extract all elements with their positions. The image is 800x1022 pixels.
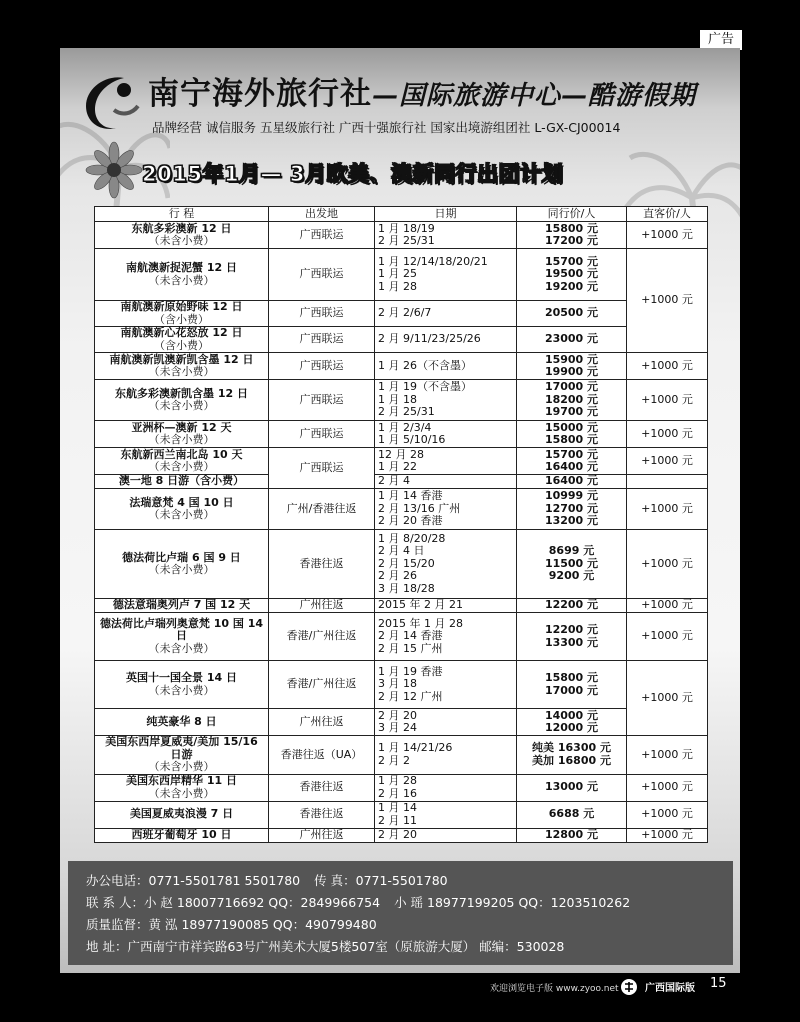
date-line: 2 月 11 xyxy=(378,813,417,827)
price-line: 20500 元 xyxy=(544,306,599,320)
price-line: 10999 元 xyxy=(544,489,599,503)
table-body xyxy=(95,222,708,843)
price-line: 19500 元 xyxy=(544,267,599,281)
route-name: 美国东西岸夏威夷/美加 15/16 日游 xyxy=(105,735,258,761)
departure-cell: 香港往返 xyxy=(269,774,375,801)
dates-cell xyxy=(375,774,517,801)
route-note: （未含小费） xyxy=(148,273,215,287)
departure-cell: 香港/广州往返 xyxy=(269,613,375,661)
dates-cell xyxy=(375,530,517,599)
route-cell xyxy=(95,301,269,327)
table-row xyxy=(95,661,708,709)
date-line: 1 月 5/10/16 xyxy=(378,433,446,446)
date-line: 1 月 2/3/4 xyxy=(378,420,432,434)
direct-price-cell: +1000 元 xyxy=(627,599,708,613)
dates-cell xyxy=(375,421,517,448)
price-line: 9200 元 xyxy=(548,569,595,583)
route-cell xyxy=(95,249,269,301)
price-line: 15800 元 xyxy=(544,221,599,235)
table-row xyxy=(95,421,708,448)
route-name: 南航澳新心花怒放 12 日 xyxy=(120,326,243,339)
departure-cell: 广西联运 xyxy=(269,222,375,249)
dates-cell xyxy=(375,613,517,661)
dates-cell xyxy=(375,380,517,421)
dates-cell xyxy=(375,709,517,736)
price-line: 19700 元 xyxy=(544,405,599,419)
date-line: 2 月 25/31 xyxy=(378,234,435,247)
price-line: 15000 元 xyxy=(544,420,599,434)
route-note: （未含小费） xyxy=(148,460,215,473)
date-line: 2 月 20 香港 xyxy=(378,514,443,528)
header-departure: 出发地 xyxy=(269,207,375,222)
poster xyxy=(60,48,740,973)
date-line: 2015 年 2 月 21 xyxy=(378,598,463,612)
route-name: 南航澳新原始野味 12 日 xyxy=(120,300,243,313)
route-note: （未含小费） xyxy=(148,234,215,247)
route-name: 东航多彩澳新 12 日 xyxy=(131,221,232,235)
route-cell xyxy=(95,327,269,353)
route-cell xyxy=(95,421,269,448)
direct-price-cell: +1000 元 xyxy=(627,530,708,599)
departure-cell: 广州往返 xyxy=(269,709,375,736)
page-number: 15 xyxy=(710,976,727,991)
direct-price-cell: +1000 元 xyxy=(627,828,708,842)
page-footer xyxy=(60,973,740,1015)
trade-price-cell xyxy=(517,599,627,613)
route-name: 南航澳新凯澳新凯含墨 12 日 xyxy=(109,352,254,366)
route-cell xyxy=(95,222,269,249)
direct-price-cell: +1000 元 xyxy=(627,353,708,380)
route-name: 亚洲杯—澳新 12 天 xyxy=(131,420,232,434)
contact-row-address: 地 址：广西南宁市祥宾路63号广州美术大厦5楼507室（原旅游大厦） 邮编：530028 xyxy=(86,939,565,954)
trade-price-cell xyxy=(517,613,627,661)
direct-price-cell xyxy=(627,475,708,489)
price-line: 19900 元 xyxy=(544,365,599,378)
date-line: 3 月 24 xyxy=(378,721,417,734)
price-line: 11500 元 xyxy=(544,556,599,570)
table-row xyxy=(95,709,708,736)
itinerary-table-wrap xyxy=(94,206,707,843)
date-line: 2 月 2/6/7 xyxy=(378,306,432,320)
direct-price-cell: +1000 元 xyxy=(627,448,708,475)
trade-price-cell xyxy=(517,489,627,530)
trade-price-cell xyxy=(517,661,627,709)
contact-row-quality: 质量监督：黄 泓 18977190085 QQ：490799480 xyxy=(86,917,377,932)
route-name: 德法荷比卢瑞列奥意梵 10 国 14 日 xyxy=(99,616,264,643)
price-line: 13200 元 xyxy=(544,514,599,528)
route-note: （未含小费） xyxy=(148,433,215,446)
price-line: 15900 元 xyxy=(544,352,599,366)
route-cell xyxy=(95,475,269,489)
plan-title: 2015年1月— 3月欧美、澳新同行出团计划 xyxy=(142,162,563,186)
price-line: 23000 元 xyxy=(544,332,599,346)
table-row xyxy=(95,774,708,801)
date-line: 1 月 14 xyxy=(378,801,417,814)
price-line: 14000 元 xyxy=(544,708,599,722)
price-line: 18200 元 xyxy=(544,392,599,406)
direct-price-cell: +1000 元 xyxy=(627,801,708,828)
trade-price-cell xyxy=(517,801,627,828)
direct-price-cell: +1000 元 xyxy=(627,421,708,448)
trade-price-cell xyxy=(517,448,627,475)
dates-cell xyxy=(375,327,517,353)
route-cell xyxy=(95,801,269,828)
route-cell xyxy=(95,489,269,530)
header-dates: 日期 xyxy=(375,207,517,222)
dates-cell xyxy=(375,599,517,613)
departure-cell: 广州往返 xyxy=(269,599,375,613)
date-line: 2 月 16 xyxy=(378,786,417,800)
direct-price-cell: +1000 元 xyxy=(627,736,708,775)
date-line: 2 月 9/11/23/25/26 xyxy=(378,332,481,346)
route-name: 西班牙葡萄牙 10 日 xyxy=(131,827,232,841)
route-cell xyxy=(95,448,269,475)
date-line: 2 月 4 日 xyxy=(378,544,425,558)
price-line: 6688 元 xyxy=(548,807,595,821)
company-name xyxy=(148,68,696,113)
route-note: （未含小费） xyxy=(148,508,215,521)
price-line: 12200 元 xyxy=(544,623,599,636)
route-name: 纯英豪华 8 日 xyxy=(146,714,217,728)
date-line: 1 月 28 xyxy=(378,774,417,787)
trade-price-cell xyxy=(517,475,627,489)
date-line: 2 月 12 广州 xyxy=(378,689,443,703)
header-direct-price: 直客价/人 xyxy=(627,207,708,222)
date-line: 2 月 26 xyxy=(378,569,417,583)
price-line: 15700 元 xyxy=(544,447,599,461)
company-slogan: —国际旅游中心—酷游假期 xyxy=(372,81,697,111)
contact-row-person xyxy=(86,892,733,914)
price-line: 12000 元 xyxy=(544,721,599,734)
contact-person-2: 小 瑶 18977199205 QQ：1203510262 xyxy=(394,895,631,910)
trade-price-cell xyxy=(517,222,627,249)
fax: 传 真：0771-5501780 xyxy=(314,873,448,888)
date-line: 3 月 18/28 xyxy=(378,581,435,595)
date-line: 1 月 8/20/28 xyxy=(378,531,446,545)
route-name: 德法意瑞奥列卢 7 国 12 天 xyxy=(112,598,251,612)
date-line: 1 月 12/14/18/20/21 xyxy=(378,254,488,268)
header-trade-price: 同行价/人 xyxy=(517,207,627,222)
route-note: （未含小费） xyxy=(148,760,215,773)
contact-person-1: 联 系 人：小 赵 18007716692 QQ：2849966754 xyxy=(86,895,381,910)
route-name: 南航澳新捉泥蟹 12 日 xyxy=(126,261,237,274)
direct-price-cell: +1000 元 xyxy=(627,774,708,801)
price-line: 16400 元 xyxy=(544,474,599,488)
price-line: 19200 元 xyxy=(544,279,599,293)
date-line: 1 月 18 xyxy=(378,392,417,406)
route-note: （未含小费） xyxy=(148,641,215,655)
price-line: 16400 元 xyxy=(544,460,599,473)
price-line: 13300 元 xyxy=(544,635,599,649)
price-line: 12200 元 xyxy=(544,598,599,612)
departure-cell: 香港往返（UA） xyxy=(269,736,375,775)
table-row xyxy=(95,801,708,828)
price-line: 纯美 16300 元 xyxy=(532,741,611,755)
table-row xyxy=(95,222,708,249)
date-line: 1 月 14 香港 xyxy=(378,489,443,503)
table-row xyxy=(95,736,708,775)
route-note: （未含小费） xyxy=(148,563,215,576)
route-cell xyxy=(95,530,269,599)
departure-cell: 香港往返 xyxy=(269,530,375,599)
route-name: 澳一地 8 日游（含小费） xyxy=(118,474,245,488)
route-cell xyxy=(95,828,269,842)
route-cell xyxy=(95,380,269,421)
date-line: 2 月 20 xyxy=(378,708,417,722)
price-line: 12800 元 xyxy=(544,827,599,841)
table-row xyxy=(95,828,708,842)
office-phone: 办公电话：0771-5501781 5501780 xyxy=(86,873,301,888)
trade-price-cell xyxy=(517,421,627,448)
departure-cell: 香港/广州往返 xyxy=(269,661,375,709)
date-line: 1 月 19 香港 xyxy=(378,664,443,678)
departure-cell: 广西联运 xyxy=(269,249,375,301)
table-row xyxy=(95,489,708,530)
departure-cell: 香港往返 xyxy=(269,801,375,828)
date-line: 1 月 26（不含墨） xyxy=(378,358,472,372)
price-line: 13000 元 xyxy=(544,780,599,794)
dates-cell xyxy=(375,475,517,489)
trade-price-cell xyxy=(517,353,627,380)
departure-cell: 广西联运 xyxy=(269,301,375,327)
direct-price-cell: +1000 元 xyxy=(627,249,708,353)
direct-price-cell: +1000 元 xyxy=(627,380,708,421)
dates-cell xyxy=(375,353,517,380)
date-line: 1 月 28 xyxy=(378,279,417,293)
price-line: 8699 元 xyxy=(548,544,595,558)
contact-row-office xyxy=(86,870,733,892)
date-line: 2 月 14 香港 xyxy=(378,629,443,643)
route-cell xyxy=(95,736,269,775)
route-note: （未含小费） xyxy=(148,365,215,378)
table-row xyxy=(95,327,708,353)
dates-cell xyxy=(375,661,517,709)
trade-price-cell xyxy=(517,709,627,736)
table-row xyxy=(95,599,708,613)
direct-price-cell: +1000 元 xyxy=(627,489,708,530)
date-line: 1 月 19（不含墨） xyxy=(378,380,472,394)
trade-price-cell xyxy=(517,249,627,301)
table-row xyxy=(95,530,708,599)
date-line: 1 月 14/21/26 xyxy=(378,741,453,755)
table-row xyxy=(95,353,708,380)
table-row xyxy=(95,448,708,475)
date-line: 1 月 25 xyxy=(378,267,417,281)
route-note: （含小费） xyxy=(154,312,209,326)
date-line: 2 月 4 xyxy=(378,474,410,488)
date-line: 2 月 13/16 广州 xyxy=(378,501,461,515)
date-line: 3 月 18 xyxy=(378,677,417,691)
price-line: 美加 16800 元 xyxy=(532,753,611,767)
contact-box xyxy=(68,861,733,965)
trade-price-cell xyxy=(517,380,627,421)
dates-cell xyxy=(375,828,517,842)
departure-cell: 广州往返 xyxy=(269,828,375,842)
logo-icon xyxy=(78,70,142,134)
itinerary-table xyxy=(94,206,708,843)
route-name: 德法荷比卢瑞 6 国 9 日 xyxy=(122,550,241,564)
route-cell xyxy=(95,709,269,736)
ad-tag: 广告 xyxy=(700,30,742,50)
price-line: 17000 元 xyxy=(544,380,599,394)
route-note: （含小费） xyxy=(154,338,209,352)
header-route: 行 程 xyxy=(95,207,269,222)
company-name-text: 南宁海外旅行社 xyxy=(148,76,372,112)
price-line: 17200 元 xyxy=(544,234,599,247)
company-tagline: 品牌经营 诚信服务 五星级旅行社 广西十强旅行社 国家出境游组团社 L-GX-CJ00014 xyxy=(152,120,621,135)
route-cell xyxy=(95,661,269,709)
date-line: 2015 年 1 月 28 xyxy=(378,616,463,630)
direct-price-cell: +1000 元 xyxy=(627,661,708,736)
price-line: 17000 元 xyxy=(544,683,599,697)
departure-cell: 广西联运 xyxy=(269,353,375,380)
table-row xyxy=(95,249,708,301)
footer-brand: 广西国际版 xyxy=(645,983,695,994)
route-note: （未含小费） xyxy=(148,786,215,800)
table-row xyxy=(95,301,708,327)
direct-price-cell: +1000 元 xyxy=(627,613,708,661)
table-row xyxy=(95,613,708,661)
date-line: 2 月 15/20 xyxy=(378,556,435,570)
route-name: 美国东西岸精华 11 日 xyxy=(126,774,237,787)
date-line: 2 月 20 xyxy=(378,827,417,841)
footer-website: 欢迎浏览电子版 www.zyoo.net xyxy=(490,984,619,994)
dates-cell xyxy=(375,489,517,530)
departure-cell: 广西联运 xyxy=(269,327,375,353)
brand-seal-icon xyxy=(620,978,638,996)
route-cell xyxy=(95,774,269,801)
date-line: 1 月 18/19 xyxy=(378,221,435,235)
trade-price-cell xyxy=(517,530,627,599)
date-line: 2 月 2 xyxy=(378,753,410,767)
trade-price-cell xyxy=(517,828,627,842)
route-name: 英国十一国全景 14 日 xyxy=(126,671,237,684)
route-cell xyxy=(95,613,269,661)
table-row xyxy=(95,380,708,421)
trade-price-cell xyxy=(517,774,627,801)
departure-cell: 广西联运 xyxy=(269,421,375,448)
route-name: 东航新西兰南北岛 10 天 xyxy=(120,447,243,461)
price-line: 15800 元 xyxy=(544,671,599,684)
route-name: 东航多彩澳新凯含墨 12 日 xyxy=(115,386,248,400)
dates-cell xyxy=(375,801,517,828)
dates-cell xyxy=(375,301,517,327)
price-line: 15800 元 xyxy=(544,433,599,446)
dates-cell xyxy=(375,249,517,301)
route-name: 法瑞意梵 4 国 10 日 xyxy=(129,495,234,509)
dates-cell xyxy=(375,736,517,775)
table-header-row xyxy=(95,207,708,222)
date-line: 2 月 15 广州 xyxy=(378,641,443,655)
trade-price-cell xyxy=(517,327,627,353)
date-line: 1 月 22 xyxy=(378,460,417,473)
route-cell xyxy=(95,599,269,613)
route-note: （未含小费） xyxy=(148,683,215,697)
departure-cell: 广西联运 xyxy=(269,380,375,421)
price-line: 15700 元 xyxy=(544,254,599,268)
departure-cell: 广州/香港往返 xyxy=(269,489,375,530)
table-row xyxy=(95,475,708,489)
date-line: 2 月 25/31 xyxy=(378,405,435,419)
route-note: （未含小费） xyxy=(148,399,215,412)
route-cell xyxy=(95,353,269,380)
trade-price-cell xyxy=(517,301,627,327)
date-line: 12 月 28 xyxy=(378,447,424,461)
price-line: 12700 元 xyxy=(544,501,599,515)
dates-cell xyxy=(375,448,517,475)
trade-price-cell xyxy=(517,736,627,775)
route-name: 美国夏威夷浪漫 7 日 xyxy=(129,807,234,821)
flower-icon xyxy=(84,140,144,200)
direct-price-cell: +1000 元 xyxy=(627,222,708,249)
dates-cell xyxy=(375,222,517,249)
departure-cell: 广西联运 xyxy=(269,448,375,489)
